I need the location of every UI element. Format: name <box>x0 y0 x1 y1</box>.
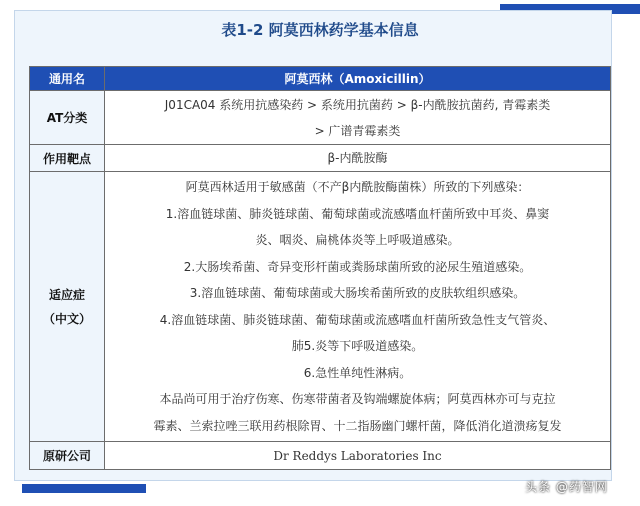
indication-line: 2.大肠埃希菌、奇异变形杆菌或粪肠球菌所致的泌尿生殖道感染。 <box>183 259 532 274</box>
indication-line: 阿莫西林适用于敏感菌（不产β内酰胺酶菌株）所致的下列感染： <box>185 180 530 194</box>
indication-line: 肺5.炎等下呼吸道感染。 <box>291 339 424 353</box>
indications-label <box>30 172 105 442</box>
at-class-row <box>30 91 611 145</box>
indication-line: 1.溶血链球菌、肺炎链球菌、葡萄球菌或流感嗜血杆菌所致中耳炎、鼻窦 <box>165 206 550 221</box>
indication-line: 炎、咽炎、扁桃体炎等上呼吸道感染。 <box>255 233 460 247</box>
company-label: 原研公司 <box>30 442 105 470</box>
at-class-line: > 广谱青霉素类 <box>314 123 401 138</box>
indication-line: 4.溶血链球菌、肺炎链球菌、葡萄球菌或流感嗜血杆菌所致急性支气管炎、 <box>159 312 556 327</box>
at-class-value <box>105 91 611 145</box>
indications-row <box>30 172 611 442</box>
decorative-bar-bottom <box>22 484 146 493</box>
indication-line: 3.溶血链球菌、葡萄球菌或大肠埃希菌所致的皮肤软组织感染。 <box>189 286 526 300</box>
indication-line: 6.急性单纯性淋病。 <box>303 365 412 380</box>
indications-value <box>105 172 611 442</box>
target-value: β-内酰胺酶 <box>105 145 611 172</box>
drug-info-table <box>29 66 611 470</box>
generic-name-label: 通用名 <box>30 67 105 91</box>
company-row <box>30 442 611 470</box>
page-title: 表1-2 阿莫西林药学基本信息 <box>221 21 419 39</box>
indications-label-line2: （中文） <box>42 311 91 326</box>
table-header-row <box>30 67 611 91</box>
at-class-line: J01CA04 系统用抗感染药 > 系统用抗菌药 > β-内酰胺抗菌药, 青霉素类 <box>164 97 551 112</box>
company-value: Dr Reddys Laboratories Inc <box>105 442 611 470</box>
indication-line: 本品尚可用于治疗伤寒、伤寒带菌者及钩端螺旋体病；阿莫西林亦可与克拉 <box>159 392 556 406</box>
target-row <box>30 145 611 172</box>
indications-label-line1: 适应症 <box>48 287 85 302</box>
generic-name-value: 阿莫西林（Amoxicillin） <box>105 67 611 91</box>
watermark: 头条 @药智网 <box>525 480 608 494</box>
at-class-label: AT分类 <box>30 91 105 145</box>
indication-line: 霉素、兰索拉唑三联用药根除胃、十二指肠幽门螺杆菌，降低消化道溃疡复发 <box>153 418 562 433</box>
target-label: 作用靶点 <box>30 145 105 172</box>
